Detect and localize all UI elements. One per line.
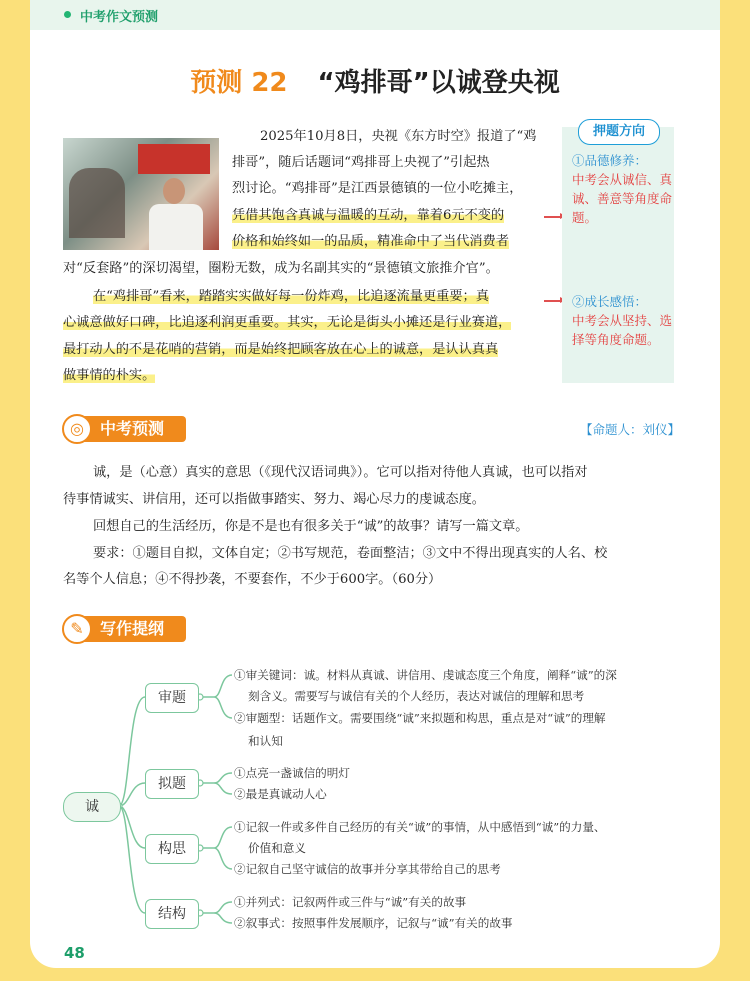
- mindmap-leaf: ①审关键词：诚。材料从真诚、讲信用、虔诚态度三个角度，阐释“诚”的深: [234, 668, 617, 682]
- section-label: 中考预测: [82, 416, 186, 442]
- mindmap-leaf: ①点亮一盏诚信的明灯: [234, 766, 350, 780]
- article-p1-line: 凭借其饱含真诚与温暖的互动，靠着6元不变的: [232, 208, 505, 223]
- note-body: 中考会从坚持、选择等角度命题。: [572, 313, 673, 347]
- mindmap-leaf: ②最是真诚动人心: [234, 787, 327, 801]
- note-heading: ①品德修养：: [572, 153, 648, 168]
- page-number: 48: [64, 944, 85, 962]
- article-p1-line: 烈讨论。“鸡排哥”是江西景德镇的一位小吃摊主，: [232, 181, 523, 196]
- prompt-line: 待事情诚实、讲信用，还可以指做事踏实、努力、竭心尽力的虔诚态度。: [63, 492, 485, 507]
- mindmap-node: 构思: [145, 834, 199, 864]
- mindmap-leaf: ②记叙自己坚守诚信的故事并分享其带给自己的思考: [234, 862, 501, 876]
- question-setter: 【命题人：刘仪】: [580, 422, 681, 437]
- mindmap-leaf: ①记叙一件或多件自己经历的有关“诚”的事情，从中感悟到“诚”的力量、: [234, 820, 606, 834]
- prompt-line: 回想自己的生活经历，你是不是也有很多关于“诚”的故事？请写一篇文章。: [93, 519, 529, 534]
- article-p1-line: 2025年10月8日，央视《东方时空》报道了“鸡: [260, 129, 537, 144]
- mindmap-leaf: ②审题型：话题作文。需要围绕“诚”来拟题和构思，重点是对“诚”的理解: [234, 711, 606, 725]
- article-p1-line: 价格和始终如一的品质，精准命中了当代消费者: [232, 234, 509, 249]
- mindmap-node: 拟题: [145, 769, 199, 799]
- mindmap-leaf: ②叙事式：按照事件发展顺序，记叙与“诚”有关的故事: [234, 916, 513, 930]
- mindmap-leaf: 刻含义。需要写与诚信有关的个人经历，表达对诚信的理解和思考: [248, 689, 585, 703]
- lightbulb-icon: ✎: [62, 614, 92, 644]
- prompt-line: 要求：①题目自拟，文体自定；②书写规范，卷面整洁；③文中不得出现真实的人名、校: [93, 546, 608, 561]
- note-heading: ②成长感悟：: [572, 294, 648, 309]
- mindmap-root: 诚: [63, 792, 121, 822]
- header-tag: 中考作文预测: [80, 10, 159, 25]
- article-p2-line: 在“鸡排哥”看来，踏踏实实做好每一份炸鸡，比追逐流量更重要；真: [93, 289, 489, 304]
- section-label: 写作提纲: [82, 616, 186, 642]
- prompt-line: 诚，是（心意）真实的意思（《现代汉语词典》）。它可以指对待他人真诚，也可以指对: [93, 465, 588, 480]
- article-p2-line: 做事情的朴实。: [63, 368, 156, 383]
- prediction-number: 预测 22: [190, 68, 288, 98]
- article-p2-line: 最打动人的不是花哨的营销，而是始终把顾客放在心上的诚意，是认认真真: [63, 342, 499, 357]
- mindmap-node: 结构: [145, 899, 199, 929]
- title-text: “鸡排哥”以诚登央视: [317, 68, 560, 98]
- article-p1-line: 对“反套路”的深切渴望，圈粉无数，成为名副其实的“景德镇文旅推介官”。: [63, 261, 499, 276]
- mindmap-node: 审题: [145, 683, 199, 713]
- mindmap-leaf: 价值和意义: [248, 841, 306, 855]
- article-p2-line: 心诚意做好口碑，比追逐利润更重要。其实，无论是街头小摊还是行业赛道，: [63, 315, 512, 330]
- article-p1-line: 排哥”，随后话题词“鸡排哥上央视了”引起热: [232, 155, 490, 170]
- sidebar-heading: 押题方向: [578, 119, 660, 145]
- prompt-line: 名等个人信息；④不得抄袭，不要套作，不少于600字。（60分）: [63, 572, 442, 587]
- mindmap-leaf: 和认知: [248, 734, 283, 748]
- target-icon: ◎: [62, 414, 92, 444]
- note-body: 中考会从诚信、真诚、善意等角度命题。: [572, 172, 673, 225]
- mindmap-leaf: ①并列式：记叙两件或三件与“诚”有关的故事: [234, 895, 467, 909]
